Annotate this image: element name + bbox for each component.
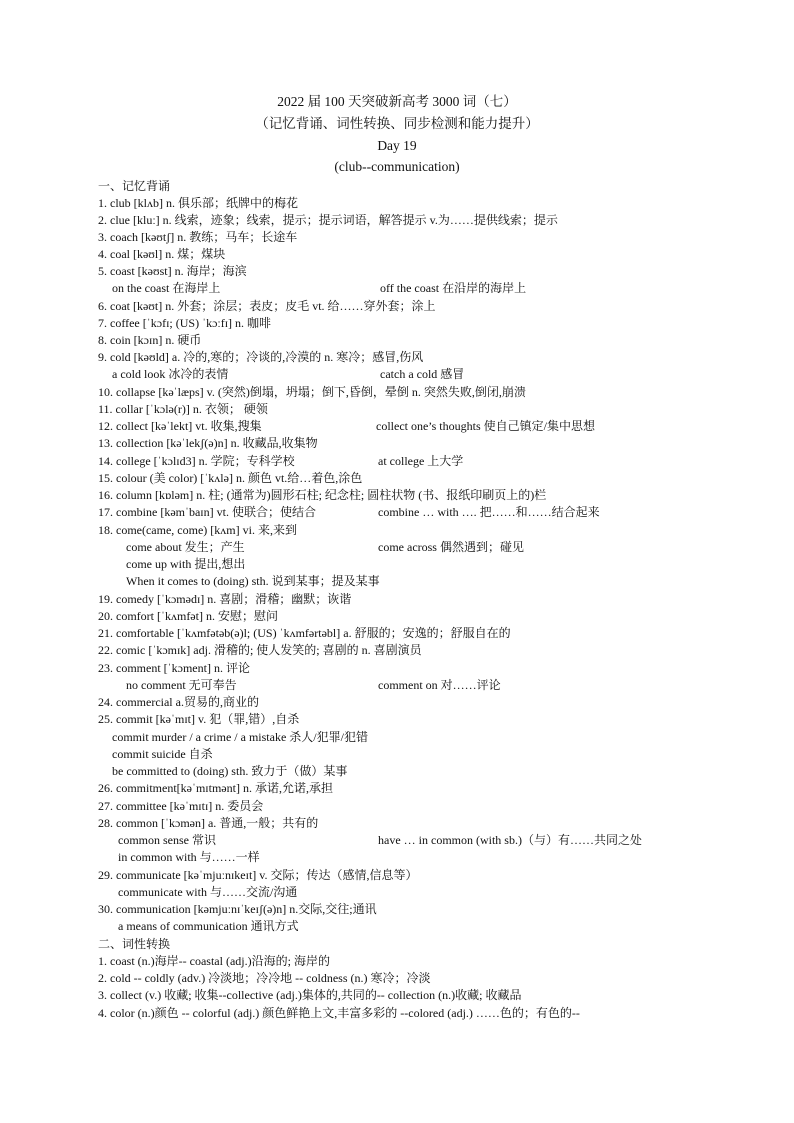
document-subtitle: （记忆背诵、词性转换、同步检测和能力提升） [255,116,539,131]
vocab-line: 23. comment [ˈkɔment] n. 评论 [98,661,250,675]
vocab-line: 12. collect [kəˈlekt] vt. 收集,搜集 [98,419,262,433]
section-heading: 二、词性转换 [98,937,171,951]
vocab-line: 29. communicate [kəˈmjuːnɪkeɪt] v. 交际；传达（感情,信息等） [98,868,418,882]
vocab-line: 3. coach [kəʊtʃ] n. 教练；马车；长途车 [98,230,298,244]
phrase-line: commit suicide 自杀 [112,747,213,761]
vocab-line: 10. collapse [kəˈlæps] v. (突然)倒塌，坍塌；倒下,昏倒，晕倒 n. 突然失败,倒闭,崩溃 [98,385,526,399]
vocab-line: 26. commitment[kəˈmɪtmənt] n. 承诺,允诺,承担 [98,781,333,795]
word-range: (club--communication) [334,159,460,174]
vocab-line: 21. comfortable [ˈkʌmfətəb(ə)l; (US) ˈkʌmfərtəbl] a. 舒服的；安逸的；舒服自在的 [98,626,511,640]
vocab-line: 5. coast [kəʊst] n. 海岸；海滨 [98,264,247,278]
phrase-line: be committed to (doing) sth. 致力于（做）某事 [112,764,348,778]
vocab-line: 28. common [ˈkɔmən] a. 普通,一般；共有的 [98,816,319,830]
phrase-line: come up with 提出,想出 [126,557,246,571]
vocab-line: 9. cold [kəʊld] a. 冷的,寒的；冷谈的,冷漠的 n. 寒冷；感冒,伤风 [98,350,424,364]
phrase-line: common sense 常识 [118,833,216,847]
vocab-line: 30. communication [kəmjuːnɪˈkeɪʃ(ə)n] n.交际,交往;通讯 [98,902,377,916]
section-heading: 一、记忆背诵 [98,179,171,193]
vocab-line: 24. commercial a.贸易的,商业的 [98,695,259,709]
conversion-line: 4. color (n.)颜色 -- colorful (adj.) 颜色鲜艳上文,丰富多彩的 --colored (adj.) ……色的；有色的-- [98,1006,580,1020]
vocab-line: 8. coin [kɔɪn] n. 硬币 [98,333,202,347]
vocab-line: 25. commit [kəˈmɪt] v. 犯（罪,错）,自杀 [98,712,300,726]
vocab-line: 18. come(came, come) [kʌm] vi. 来,来到 [98,523,297,537]
document-title: 2022 届 100 天突破新高考 3000 词（七） [277,94,517,109]
phrase-line: have … in common (with sb.)（与）有……共同之处 [378,833,642,847]
phrase-line: commit murder / a crime / a mistake 杀人/犯罪/犯错 [112,730,368,744]
vocab-line: 17. combine [kəmˈbaɪn] vt. 使联合；使结合 [98,505,316,519]
vocab-line: 27. committee [kəˈmɪtɪ] n. 委员会 [98,799,264,813]
vocab-line: 13. collection [kəˈlekʃ(ə)n] n. 收藏品,收集物 [98,436,318,450]
phrase-line: no comment 无可奉告 [126,678,237,692]
phrase-line: comment on 对……评论 [378,678,501,692]
phrase-line: in common with 与……一样 [118,850,260,864]
phrase-line: combine … with …. 把……和……结合起来 [378,505,600,519]
phrase-line: catch a cold 感冒 [380,367,465,381]
vocab-line: 19. comedy [ˈkɔmədɪ] n. 喜剧；滑稽；幽默；诙谐 [98,592,352,606]
conversion-line: 2. cold -- coldly (adv.) 冷淡地；冷冷地 -- coldness (n.) 寒冷；冷淡 [98,971,431,985]
vocab-line: 16. column [kɒləm] n. 柱; (通常为)圆形石柱; 纪念柱; 圆柱状物 (书、报纸印刷页上的)栏 [98,488,547,502]
vocab-line: 22. comic [ˈkɔmɪk] adj. 滑稽的; 使人发笑的; 喜剧的 n. 喜剧演员 [98,643,422,657]
vocab-line: 4. coal [kəʊl] n. 煤；煤块 [98,247,226,261]
day-label: Day 19 [377,138,417,153]
phrase-line: on the coast 在海岸上 [112,281,221,295]
vocab-line: 11. collar [ˈkɔlə(r)] n. 衣领； 硬领 [98,402,268,416]
phrase-line: a cold look 冰冷的表情 [112,367,229,381]
conversion-line: 3. collect (v.) 收藏; 收集--collective (adj.)集体的,共同的-- collection (n.)收藏; 收藏品 [98,988,522,1002]
phrase-line: When it comes to (doing) sth. 说到某事；提及某事 [126,574,380,588]
vocab-line: 6. coat [kəʊt] n. 外套；涂层；表皮；皮毛 vt. 给……穿外套；涂上 [98,299,436,313]
phrase-line: collect one’s thoughts 使自己镇定/集中思想 [376,419,595,433]
phrase-line: a means of communication 通讯方式 [118,919,299,933]
conversion-line: 1. coast (n.)海岸-- coastal (adj.)沿海的; 海岸的 [98,954,330,968]
phrase-line: off the coast 在沿岸的海岸上 [380,281,527,295]
phrase-line: communicate with 与……交流/沟通 [118,885,298,899]
phrase-line: come about 发生；产生 [126,540,245,554]
vocab-line: 7. coffee [ˈkɔfɪ; (US) ˈkɔːfɪ] n. 咖啡 [98,316,272,330]
phrase-line: at college 上大学 [378,454,464,468]
phrase-line: come across 偶然遇到；碰见 [378,540,524,554]
vocab-line: 1. club [klʌb] n. 俱乐部；纸牌中的梅花 [98,196,298,210]
vocab-line: 20. comfort [ˈkʌmfət] n. 安慰；慰问 [98,609,278,623]
vocab-line: 15. colour (美 color) [ˈkʌlə] n. 颜色 vt.给…着色,涂色 [98,471,363,485]
vocab-line: 2. clue [kluː] n. 线索，迹象；线索，提示；提示词语，解答提示 v.为……提供线索；提示 [98,213,558,227]
vocab-line: 14. college [ˈkɔlɪd3] n. 学院；专科学校 [98,454,295,468]
